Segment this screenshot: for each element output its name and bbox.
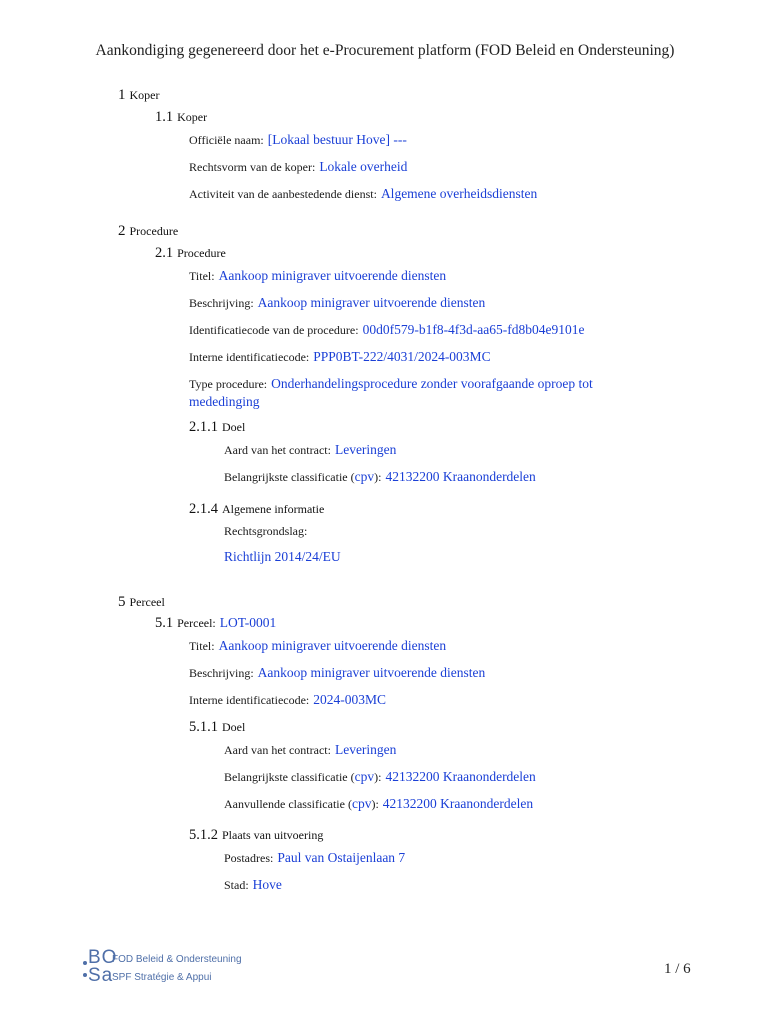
field-lot-contract-nature: Aard van het contract: Leveringen xyxy=(224,742,397,757)
field-postal-address: Postadres: Paul van Ostaijenlaan 7 xyxy=(224,850,406,865)
subsection-heading-perceel: 5.1 Perceel: LOT-0001 xyxy=(155,615,277,631)
field-city: Stad: Hove xyxy=(224,877,282,892)
field-legal-basis-value: Richtlijn 2014/24/EU xyxy=(224,549,341,564)
field-contract-nature: Aard van het contract: Leveringen xyxy=(224,442,397,457)
field-legal-basis-label: Rechtsgrondslag: xyxy=(224,524,308,538)
subsubsection-heading-doel: 2.1.1 Doel xyxy=(189,419,246,435)
field-official-name: Officiële naam: [Lokaal bestuur Hove] --- xyxy=(189,132,407,147)
logo-letters: BO Sa xyxy=(88,947,118,986)
field-lot-internal-id: Interne identificatiecode: 2024-003MC xyxy=(189,692,387,707)
subsubsection-heading-lot-doel: 5.1.1 Doel xyxy=(189,719,246,735)
section-heading-koper: 1 Koper xyxy=(118,87,160,103)
subsubsection-heading-place: 5.1.2 Plaats van uitvoering xyxy=(189,827,324,843)
page-number: 1 / 6 xyxy=(664,961,691,977)
field-description: Beschrijving: Aankoop minigraver uitvoerende diensten xyxy=(189,295,486,310)
subsection-heading-procedure: 2.1 Procedure xyxy=(155,245,226,261)
field-lot-description: Beschrijving: Aankoop minigraver uitvoerende diensten xyxy=(189,665,486,680)
bosa-logo xyxy=(82,949,272,989)
logo-text: FOD Beleid & Ondersteuning SPF Stratégie & Appui xyxy=(112,954,242,983)
field-activity: Activiteit van de aanbestedende dienst: Algemene overheidsdiensten xyxy=(189,186,538,201)
field-legal-form: Rechtsvorm van de koper: Lokale overheid xyxy=(189,159,408,174)
field-lot-main-classification: Belangrijkste classificatie (cpv): 42132200 Kraanonderdelen xyxy=(224,769,536,784)
section-heading-procedure: 2 Procedure xyxy=(118,223,179,239)
field-lot-title: Titel: Aankoop minigraver uitvoerende diensten xyxy=(189,638,447,653)
page-header: Aankondiging gegenereerd door het e-Procurement platform (FOD Beleid en Ondersteuning) xyxy=(95,42,675,59)
subsection-heading-koper: 1.1 Koper xyxy=(155,109,208,125)
field-main-classification: Belangrijkste classificatie (cpv): 42132200 Kraanonderdelen xyxy=(224,469,536,484)
field-title: Titel: Aankoop minigraver uitvoerende diensten xyxy=(189,268,447,283)
field-internal-id: Interne identificatiecode: PPP0BT-222/4031/2024-003MC xyxy=(189,349,491,364)
field-procedure-id: Identificatiecode van de procedure: 00d0f579-b1f8-4f3d-aa65-fd8b04e9101e xyxy=(189,322,585,337)
section-heading-perceel: 5 Perceel xyxy=(118,594,165,610)
field-procedure-type: Type procedure: Onderhandelingsprocedure zonder voorafgaande oproep tot mededinging xyxy=(189,376,593,409)
field-lot-extra-classification: Aanvullende classificatie (cpv): 42132200 Kraanonderdelen xyxy=(224,796,534,811)
subsubsection-heading-general-info: 2.1.4 Algemene informatie xyxy=(189,501,325,517)
